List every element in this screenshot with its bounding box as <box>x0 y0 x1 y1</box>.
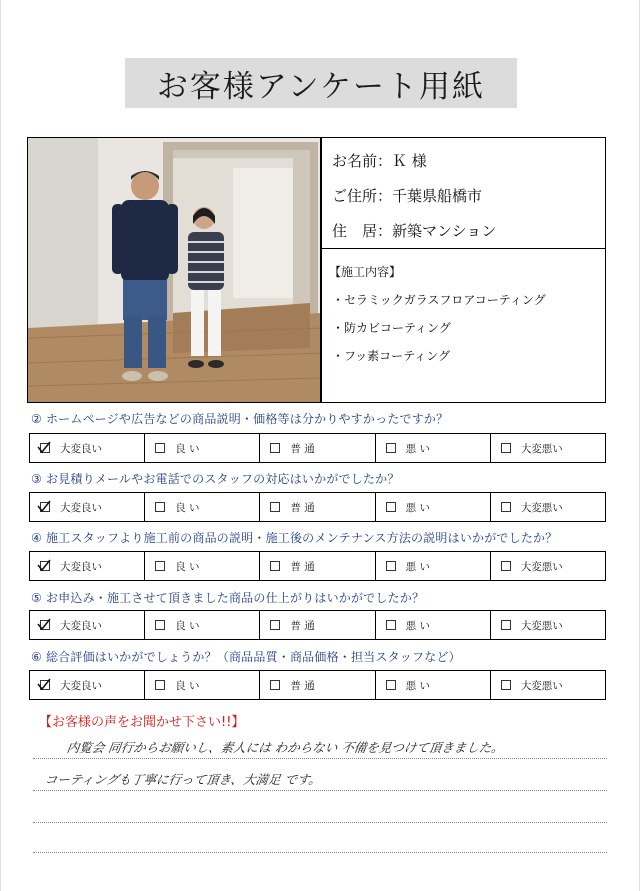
option-very-good[interactable]: 大変良い <box>30 493 145 521</box>
question-5: ⑤ お申込み・施工させて頂きました商品の仕上がりはいかがでしたか？ <box>31 591 425 605</box>
checkbox-icon[interactable] <box>155 561 165 571</box>
customer-address: ご住所：千葉県船橋市 <box>332 187 483 205</box>
question-6: ⑥ 総合評価はいかがでしょうか？（商品品質・商品価格・担当スタッフなど） <box>31 650 461 664</box>
option-very-good[interactable]: 大変良い <box>30 611 145 639</box>
option-good[interactable]: 良 い <box>145 434 260 462</box>
work-contents-heading: 【施工内容】 <box>329 265 402 279</box>
check-mark-icon <box>37 558 51 572</box>
answer-row-5 <box>29 610 606 640</box>
checkbox-icon[interactable] <box>386 561 396 571</box>
answer-row-3 <box>29 492 606 522</box>
checkbox-icon[interactable] <box>386 620 396 630</box>
checkbox-icon[interactable] <box>501 502 511 512</box>
option-good[interactable]: 良 い <box>145 552 260 580</box>
option-bad[interactable]: 悪 い <box>376 434 491 462</box>
option-average[interactable]: 普 通 <box>260 671 375 699</box>
option-very-good[interactable]: 大変良い <box>30 552 145 580</box>
work-item: ・フッ素コーティング <box>332 349 450 363</box>
checkbox-icon[interactable] <box>270 680 280 690</box>
writing-line <box>33 822 607 823</box>
page-title: お客様アンケート用紙 <box>156 68 486 105</box>
checkbox-icon[interactable] <box>501 443 511 453</box>
checkbox-icon[interactable] <box>155 680 165 690</box>
customer-photo <box>27 137 321 403</box>
checkbox-icon[interactable] <box>270 561 280 571</box>
option-very-bad[interactable]: 大変悪い <box>491 611 605 639</box>
checkbox-icon[interactable] <box>501 680 511 690</box>
answer-row-6 <box>29 670 606 700</box>
customer-name: お名前：Ｋ 様 <box>332 152 427 170</box>
option-average[interactable]: 普 通 <box>260 611 375 639</box>
checkbox-icon[interactable] <box>155 502 165 512</box>
check-mark-icon <box>37 440 51 454</box>
title-band <box>125 58 517 108</box>
option-very-good[interactable]: 大変良い <box>30 434 145 462</box>
checkbox-icon[interactable] <box>155 620 165 630</box>
option-bad[interactable]: 悪 い <box>376 611 491 639</box>
work-item: ・セラミックガラスフロアコーティング <box>332 293 546 307</box>
option-bad[interactable]: 悪 い <box>376 552 491 580</box>
option-average[interactable]: 普 通 <box>260 552 375 580</box>
check-mark-icon <box>37 499 51 513</box>
checkbox-icon[interactable] <box>501 561 511 571</box>
option-very-bad[interactable]: 大変悪い <box>491 493 605 521</box>
writing-line <box>33 790 607 791</box>
checkbox-icon[interactable] <box>386 443 396 453</box>
checkbox-icon[interactable] <box>155 443 165 453</box>
checkbox-icon[interactable] <box>386 502 396 512</box>
checkbox-icon[interactable] <box>386 680 396 690</box>
option-bad[interactable]: 悪 い <box>376 671 491 699</box>
work-contents-box <box>321 249 606 403</box>
customer-residence: 住 居：新築マンション <box>332 222 497 240</box>
option-good[interactable]: 良 い <box>145 611 260 639</box>
option-bad[interactable]: 悪 い <box>376 493 491 521</box>
checkbox-icon[interactable] <box>501 620 511 630</box>
option-good[interactable]: 良 い <box>145 671 260 699</box>
checkbox-icon[interactable] <box>270 443 280 453</box>
option-very-good[interactable]: 大変良い <box>30 671 145 699</box>
option-very-bad[interactable]: 大変悪い <box>491 434 605 462</box>
answer-row-4 <box>29 551 606 581</box>
work-item: ・防カビコーティング <box>332 321 451 335</box>
handwritten-comment-line: コーティングも丁寧に行って頂き、大満足 です。 <box>43 772 323 787</box>
option-very-bad[interactable]: 大変悪い <box>491 671 605 699</box>
customer-info-box <box>321 137 606 249</box>
option-good[interactable]: 良 い <box>145 493 260 521</box>
question-2: ② ホームページや広告などの商品説明・価格等は分かりやすかったですか？ <box>31 412 449 426</box>
question-4: ④ 施工スタッフより施工前の商品の説明・施工後のメンテナンス方法の説明はいかがでしたか？ <box>31 531 558 545</box>
check-mark-icon <box>37 617 51 631</box>
check-mark-icon <box>37 677 51 691</box>
voice-heading: 【お客様の声をお聞かせ下さい!!】 <box>39 715 245 730</box>
writing-line <box>33 852 607 853</box>
checkbox-icon[interactable] <box>270 502 280 512</box>
checkbox-icon[interactable] <box>270 620 280 630</box>
question-3: ③ お見積りメールやお電話でのスタッフの対応はいかがでしたか？ <box>31 472 400 486</box>
option-average[interactable]: 普 通 <box>260 493 375 521</box>
option-very-bad[interactable]: 大変悪い <box>491 552 605 580</box>
handwritten-comment-line: 内覧会 同行からお願いし、素人には わからない 不備を見つけて頂きました。 <box>65 740 505 755</box>
option-average[interactable]: 普 通 <box>260 434 375 462</box>
writing-line <box>33 758 607 759</box>
answer-row-2 <box>29 433 606 463</box>
